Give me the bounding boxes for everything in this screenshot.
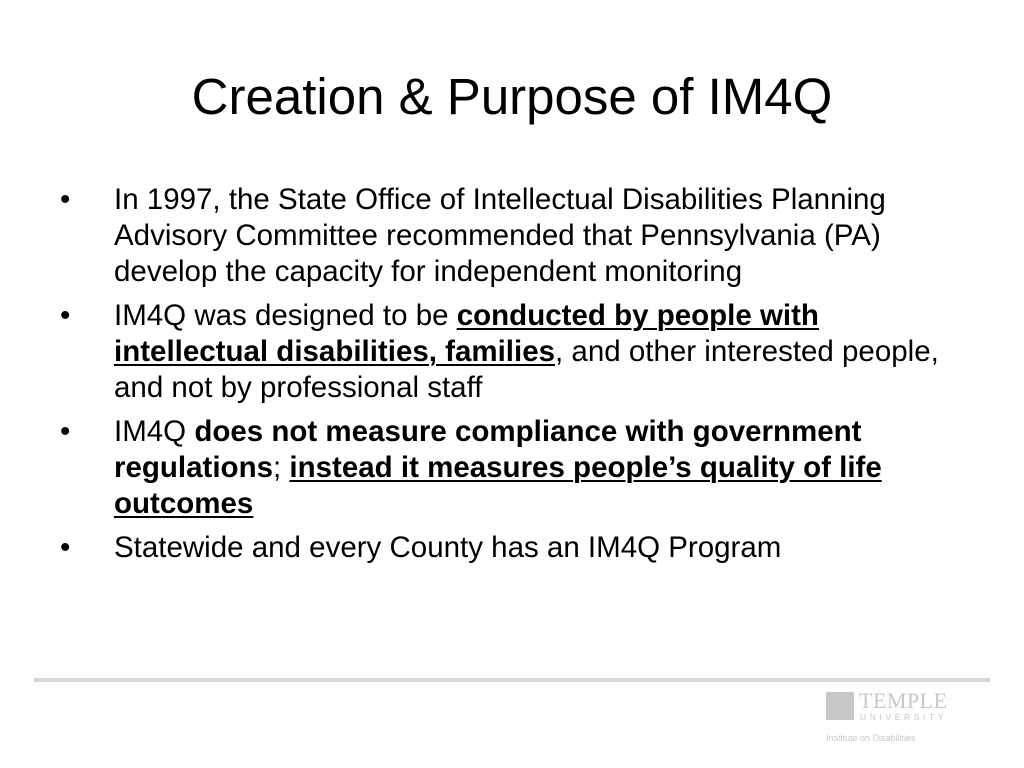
logo-subtitle: UNIVERSITY — [860, 712, 948, 722]
bullet-text-2a: IM4Q was designed to be — [114, 299, 457, 332]
logo-institute: Institute on Disabilities — [826, 733, 916, 743]
bullet-text-3-emphasis: instead it measures people’s quality of life outcomes — [114, 451, 882, 520]
bullet-text-1: In 1997, the State Office of Intellectual Disabilities Planning Advisory Committee recommended that Pennsylvania (PA) develop the capacity for independent monitoring — [114, 183, 886, 288]
footer-divider — [34, 678, 990, 682]
bullet-text-3c: ; — [273, 451, 290, 484]
slide-title: Creation & Purpose of IM4Q — [191, 68, 833, 125]
bullet-text-2-emphasis: conducted by people with intellectual disabilities, families — [114, 299, 819, 368]
bullet-list — [60, 182, 965, 574]
bullet-dot-icon: • — [60, 183, 71, 216]
temple-logo — [826, 690, 986, 750]
bullet-dot-icon: • — [60, 415, 71, 448]
bullet-text-3a: IM4Q — [114, 415, 195, 448]
bullet-dot-icon: • — [60, 531, 71, 564]
bullet-text-3-bold: does not measure compliance with government regulations — [114, 415, 862, 484]
bullet-item-1 — [60, 182, 965, 290]
bullet-text-2c: , and other interested people, and not by professional staff — [114, 335, 939, 404]
bullet-item-2 — [60, 298, 965, 406]
bullet-item-3 — [60, 414, 965, 522]
bullet-item-4 — [60, 530, 965, 566]
logo-name: TEMPLE — [859, 688, 948, 713]
logo-square-icon — [826, 692, 854, 720]
bullet-dot-icon: • — [60, 299, 71, 332]
bullet-text-4: Statewide and every County has an IM4Q Program — [114, 531, 782, 564]
